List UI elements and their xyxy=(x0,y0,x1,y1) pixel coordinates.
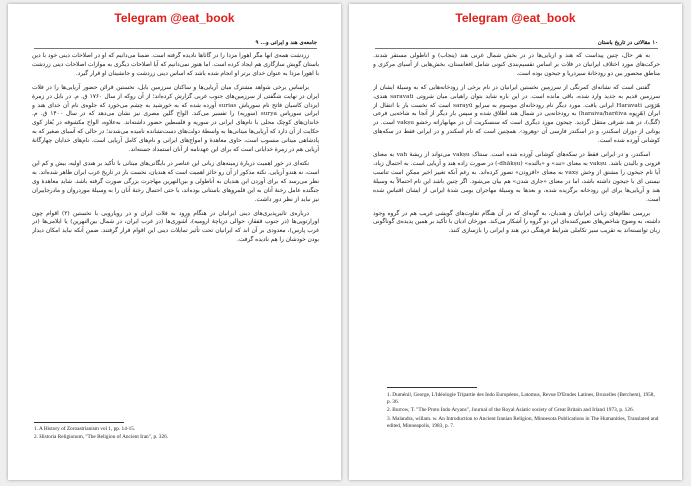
body-text-right xyxy=(373,52,660,382)
paragraph: به هر حال، چنین پیداست که هند و آریایی‌ها در در بخش شمال غربی هند (پنجاب) و آناطولی مستقر شدند. حرکت‌های مورد اختلاف ایرانیان در فلات بر اساس تقسیم‌بندی کنونی شامل افغانستان، بخش‌هایی از آسیای مرکزی و مناطق محصور بین دو رودخانهٔ سیردریا و جیحون بوده است. xyxy=(373,53,660,77)
paragraph: اسکندر، و در ایرانی فقط در سکه‌های کوشانی آورده شده است. سنتاک vakṣu می‌تواند از ریشهٔ vah به معنای فزونی و بالیدن باشد. vakṣu به معنای «تند» و «بالنده» (dhākṣu-) در صورت زاده هند و آریایی است. به احتمال زیاد، آیا نام جیحون را مشتق از وخش vaxṣ به معنای «افزودن» تصور کرده‌اند. به رغم آنکه تغییر اخیر ممکن است تناسب نیستی ای با جیحون داشته باشد، اما در معنای «جاری شدن» هم بیان می‌شود. اگر چنین باشد این نام احتمالاً به وسیلهٔ هند و آریایی‌ها برای این رودخانه برگزیده شده، و بعدها به وسیلهٔ مهاجران بومی شدهٔ ایرانی از ایشان اقتباس شده است. xyxy=(373,152,660,203)
watermark-telegram-right: Telegram @eat_book xyxy=(455,11,576,25)
footnote: 3. Malandra, willam. w. An Introduction to Ancient Iranian Religion, Minnesota Publications in The Humanities, Translated and edited, Minneapolis, 1983, p. 7. xyxy=(387,415,659,429)
paragraph: زردشت همه‌ی آنها مگر اهورا مزدا را در گاثاها نادیده گرفته است. ضمناً می‌دانیم که او در اصلاحات دینی خود با دین باستان گویش سازگاری هم ایجاد کرده است. اما هنوز نمی‌دانیم که آیا اصلاحات دیگری به موازات اصلاحات دینی زردشت با اهورا مزدا به عنوان خدای برتر او انجام شده باشد که اساس دینی زردشت و جانشینان او قرار گیرد. xyxy=(32,53,319,77)
footnote-divider xyxy=(387,387,477,388)
footnote-divider xyxy=(34,422,124,423)
running-head-right: ۱۰ مقالاتی در تاریخ باستان xyxy=(375,40,658,49)
footnotes-left xyxy=(34,426,314,442)
footnote: 2. Historia Religionum, "The Religion of Ancient Iran", p. 326. xyxy=(34,434,169,441)
footnote: 1. Duménil, George, L'Idéologie Tripartie des Indo Européens, Latomus, Revue D'Etudes Latines, Bruxelles (Berchem), 1958, p. 36. xyxy=(387,392,655,406)
paragraph: درباره‌ی تاثیرپذیری‌های دینی ایرانیان در هنگام ورود به فلات ایران و در رویارویی با نخستین (۲) اقوام چون اورارتویی‌ها (در جنوب قفقاز، حوالی دریاچهٔ ارومیه)، آشوری‌ها (در غرب ایران، در شمال بین‌النهرین) یا ایلامی‌ها (در غرب پارس)، معدودی بر آن اند که ایرانیان تحت تأثیر تمایلات دینی این اقوام قرار گرفتند. ضمن آنکه نباید امکان دیدار بودن خودشان را هم نادیده گرفت. xyxy=(32,210,319,244)
body-text-left xyxy=(32,52,319,414)
right-page xyxy=(349,4,682,480)
running-head-left: جامعه‌ی هند و ایرانی و... ۹ xyxy=(34,40,317,49)
footnotes-right xyxy=(387,392,659,431)
watermark-telegram-left: Telegram @eat_book xyxy=(114,11,235,25)
footnote: 2. Burrow, T. "The Proto Indo Aryans", Journal of the Royal Asiatic society of Great Britain and Irland 1973, p. 126. xyxy=(387,407,634,414)
left-page xyxy=(8,4,341,480)
footnote: 1. A History of Zoroastrianism vol 1, pp. 14-15. xyxy=(34,426,136,432)
paragraph: براساس برخی شواهد مشترک میان آریایی‌ها و ساکنان سرزمین بابل، نخستین قرائن حضور آریایی‌ها را در فلات ایران در نهایت شگفتی از سرزمین‌های جنوب غربی گزارش کرده‌اند؛ از آن روکه از سال ۱۷۶۰ ق. م. در بابل در زمرهٔ ایزدان کاسیان فاتح نام سوریاش surias آورده شده که به خورشید به چشم می‌خورد که جلوه‌ی نام آن خدای هند و ایرانی سوریاس surya (سوریه) را تفسیر می‌کند. الواح گلین مصری نیز نشان می‌دهد که در سال ۱۴۰۰ ق. م. خاندان‌های کوچک محلی با نام‌های ایرانی در سوریه و فلسطین حضور داشته‌اند. به‌علاوه، الواح مکشوفه در بُغاز کوی حکایت از آن دارد که آریایی‌ها میتانی‌ها به واسطهٔ دولت‌های دست‌نشانده نامیده می‌شدند؛ در حالی که آسیای صغیر که به پادشاهی میتانی منسوب است، حاوی معاهدهٔ و امواج‌های ایرانی و نام‌های کامل آریایی است. نام‌های خدایان چهارگانهٔ آریایی هم در زمرهٔ خدایانی است که برای این عهدنامه از آنان استمداد جسته‌اند. xyxy=(32,84,319,154)
paragraph: گفتنی است که نشانه‌ای کمرنگی از سرزمین نخستین ایرانیان در نام برخی از رودخانه‌هایی که به وسیلهٔ ایشان از سرزمین قدیم به جدید وارد شده، باقی مانده است. در این باره شاید بتوان راهیابی میان شروتی saravati هندی، هَرَوَتی Haravati ایرانی یافت. مورد دیگر نام رودخانه‌ای موسوم به سرایو sarayū است که نخست بار با انتقال از ایران (هَرِیوه haraiva/harēiva) به رودخانه‌یی در شمال هند اطلاق شده و سپس بار دیگر از آنجا به شاخه‌یی فرعی (گنگ)، در هند شرقی منتقل گردید. چیحون مورد دیگری است که سنسکریت آن در مهابهاراته رخشو vakṣu است. در یونانی از دوران اسکندر، و در اسکندر فارسی آن ‹وهرود›. همچنین است که نام اسکندر و در ایرانی فقط در سکه‌های کوشانی آورده شده است. xyxy=(373,84,660,145)
paragraph: نکته‌ای در خور اهمیت دربارهٔ زمینه‌های زبانی این عناصر در بایگانی‌های میتانی با تأکید بر هندی اولیه، بیش و کم این است، نه هندو آریایی. نکته مذکور از آن رو حائز اهمیت است که هندیان، نخست بار در تاریخ غرب ایران ظاهر شده‌اند. به نظر می‌رسد که برای آوردن این هندیان به آناطولی و بین‌النهرین مهاجرت بزرگی صورت گرفته باشد. شاید معاهدهٔ وی جنگنده عامل رخنهٔ آنان به این قلمروهای باستانی بوده‌اند، با حتی احتمال رخنهٔ آنان را به وسیلهٔ موردروان و مادرجاییران نیز نباید از نظر دور داشت. xyxy=(32,160,319,203)
paragraph: بررسی نظام‌های زبانی ایرانیان و هندیان، به گونه‌ای که در آن هنگام تفاوت‌های گویشی غریب هم در گروه وجود داشته، به وضوح شاخص‌های تعیین‌کننده‌ای این دو گروه را آشکار می‌کند. مورخان ادیان با تأکید بر همین پدیده‌ی گوناگونی زبان توانسته‌اند به تقریب سیر تکاملی شرایط فرهنگی دین هند و ایرانی را بازسازی کنند. xyxy=(373,210,660,235)
